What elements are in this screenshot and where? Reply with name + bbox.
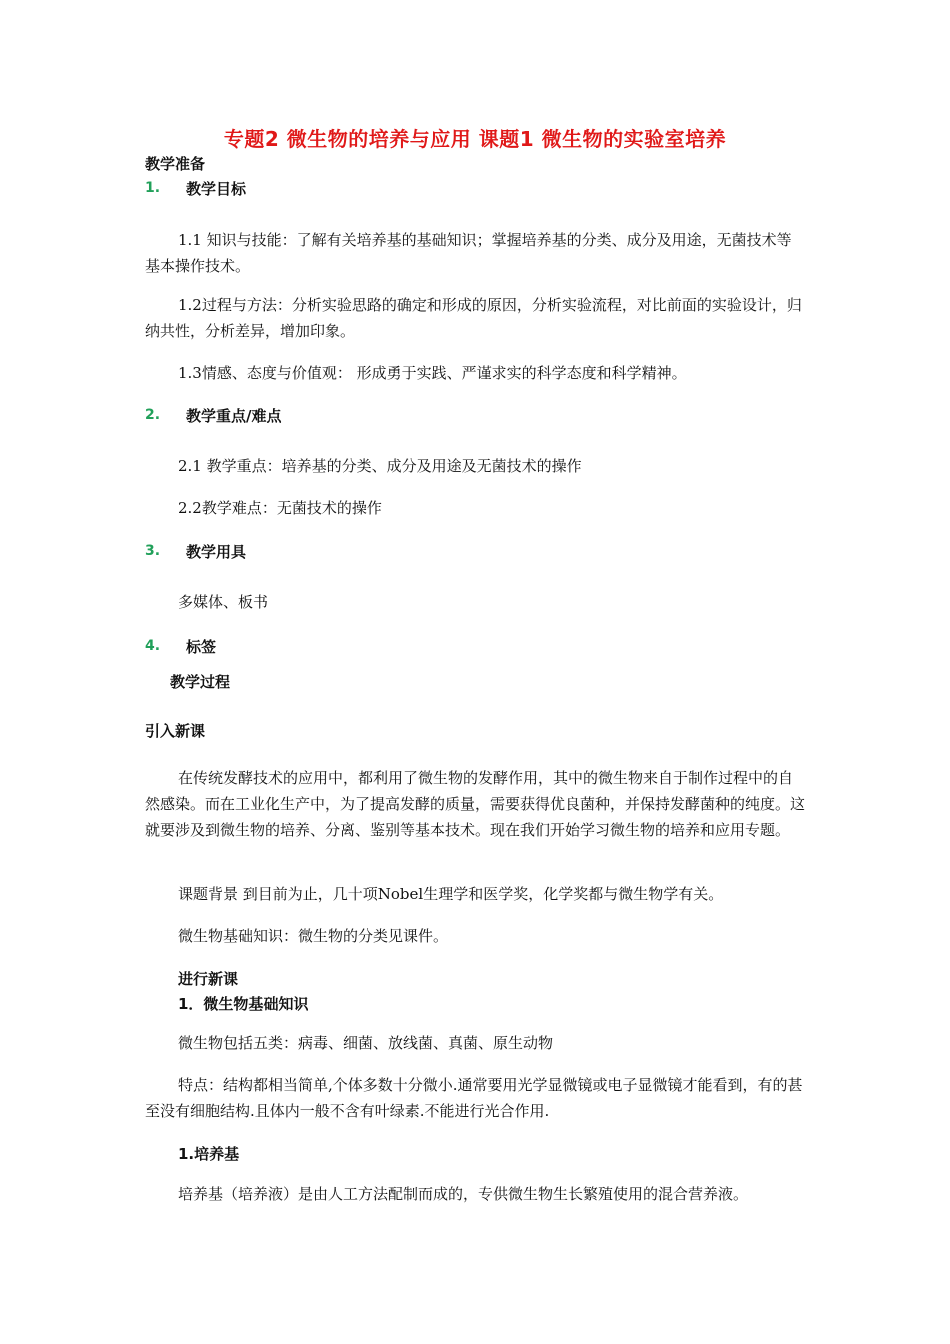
section-heading-prep: 教学准备 [145,155,206,173]
tools-paragraph: 多媒体、板书 [178,593,269,611]
section-heading-medium: 1.培养基 [178,1145,240,1163]
item-label-keypoints: 教学重点/难点 [186,407,282,425]
goal-paragraph-1: 1.1 知识与技能：了解有关培养基的基础知识；掌握培养基的分类、成分及用途，无菌技术等基本操作技术。 [145,231,792,275]
section-heading-process: 教学过程 [170,673,231,691]
section-heading-micro-basics: 1．微生物基础知识 [178,995,309,1013]
item-label-tags: 标签 [186,638,217,656]
goal-paragraph-2: 1.2过程与方法：分析实验思路的确定和形成的原因，分析实验流程，对比前面的实验设计，归纳共性，分析差异，增加印象。 [145,296,802,340]
document-title: 专题2 微生物的培养与应用 课题1 微生物的实验室培养 [223,127,727,151]
goal-paragraph-3: 1.3情感、态度与价值观： 形成勇于实践、严谨求实的科学态度和科学精神。 [178,364,687,382]
medium-definition-paragraph: 培养基（培养液）是由人工方法配制而成的，专供微生物生长繁殖使用的混合营养液。 [178,1185,749,1203]
keypoint-paragraph-2: 2.2教学难点：无菌技术的操作 [178,499,382,517]
intro-paragraph-2: 课题背景 到目前为止，几十项Nobel生理学和医学奖，化学奖都与微生物学有关。 [178,885,724,903]
features-paragraph: 特点：结构都相当简单,个体多数十分微小.通常要用光学显微镜或电子显微镜才能看到，有的甚至没有细胞结构.且体内一般不含有叶绿素.不能进行光合作用. [145,1076,803,1120]
intro-heading: 引入新课 [145,722,206,740]
item-number-4: 4. [145,638,161,654]
item-number-2: 2. [145,407,161,423]
new-lesson-heading: 进行新课 [178,970,239,988]
micro-types-paragraph: 微生物包括五类：病毒、细菌、放线菌、真菌、原生动物 [178,1034,554,1052]
intro-paragraph-1: 在传统发酵技术的应用中，都利用了微生物的发酵作用，其中的微生物来自于制作过程中的自然感染。而在工业化生产中，为了提高发酵的质量，需要获得优良菌种，并保持发酵菌种的纯度。这就要涉及到微生物的培养、分离、鉴别等基本技术。现在我们开始学习微生物的培养和应用专题。 [145,769,806,839]
item-number-3: 3. [145,543,161,559]
intro-paragraph-3: 微生物基础知识：微生物的分类见课件。 [178,927,449,945]
keypoint-paragraph-1: 2.1 教学重点：培养基的分类、成分及用途及无菌技术的操作 [178,457,582,475]
item-number-1: 1. [145,180,161,196]
item-label-tools: 教学用具 [186,543,247,561]
item-label-goals: 教学目标 [186,180,247,198]
